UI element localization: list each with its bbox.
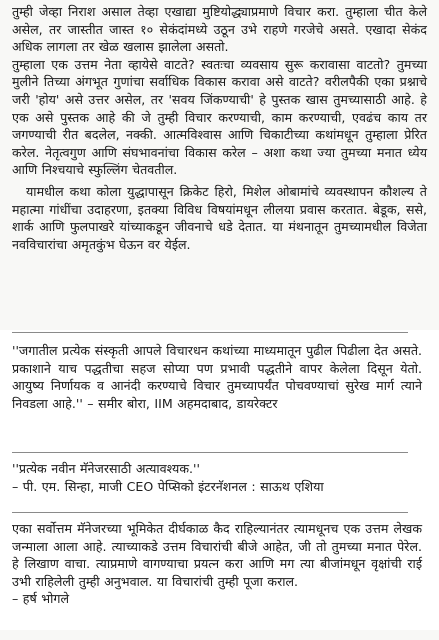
divider [12, 332, 408, 333]
testimonial-2-author: – पी. एम. सिन्हा, माजी CEO पेप्सिको इंटरनॅशनल : साऊथ एशिया [12, 478, 324, 494]
testimonial-3-text: एका सर्वोत्तम मॅनेजरच्या भूमिकेत दीर्घकाळ कैद राहिल्यानंतर त्यामधूनच एक उत्तम लेखक जन्माला आला आहे. त्याच्याकडे उत्तम विचारांची बीजे आहेत, जी तो तुमच्या मनात पेरेल. हे लिखाण वाचा. त्याप्रमाणे वागण्याचा प्रयत्न करा आणि मग त्या बीजांमधून वृक्षांची राई उभी राहिलेली तुम्ही अनुभवाल. या विचारांची तुम्ही पूजा कराल. [12, 521, 422, 589]
testimonial-1-author: – समीर बोरा, IIM अहमदाबाद, डायरेक्टर [82, 395, 278, 411]
testimonial-1-text: ''जगातील प्रत्येक संस्कृती आपले विचारधन कथांच्या माध्यमातून पुढील पिढीला देत असते. प्रकाशाने याच पद्धतीचा सहज सोप्या पण प्रभावी पद्धतीने वापर केलेला दिसून येतो. आयुष्य निर्णायक व आनंदी करण्याचे विचार तुमच्यापर्यंत पोचवण्याचां सुरेख मार्ग त्याने निवडला आहे.'' [12, 343, 422, 411]
testimonial-2 [12, 460, 422, 495]
testimonial-3-author: – हर्ष भोगले [12, 591, 70, 607]
divider [12, 452, 408, 453]
intro-paragraph-3: यामधील कथा कोला युद्धापासून क्रिकेट हिरो, मिशेल ओबामांचे व्यवस्थापन कौशल्य ते महात्मा गांधींचा उदाहरणा, इतक्या विविध विषयांमधून लीलया प्रवास करतात. बेडूक, ससे, शार्क आणि फुलपाखरे यांच्याकडून जीवनाचे धडे देतात. या मंथनातून तुमच्यामधील विजेता नवविचारांचा अमृतकुंभ घेऊन वर येईल. [12, 183, 427, 252]
testimonials-section [0, 330, 439, 630]
testimonial-2-text: ''प्रत्येक नवीन मॅनेजरसाठी अत्यावश्यक.'' [12, 461, 200, 476]
divider [12, 512, 408, 513]
intro-paragraph-1: तुम्ही जेव्हा निराश असाल तेव्हा एखाद्या मुष्टियोद्ध्याप्रमाणे विचार करा. तुम्हाला चीत केले असेल, तर जास्तीत जास्त १० सेकंदांमध्ये उठून उभे राहणे गरजेचे असते. एखादा सेकंद अधिक लागला तर खेळ खलास झालेला असतो. [12, 4, 427, 55]
testimonial-1 [12, 342, 422, 412]
testimonial-3 [12, 520, 422, 608]
intro-paragraph-2: तुम्हाला एक उत्तम नेता व्हायेसे वाटते? स्वतःचा व्यवसाय सुरू करावासा वाटतो? तुमच्या मुलीने तिच्या अंगभूत गुणांचा सर्वाधिक विकास करावा असे वाटते? वरीलपैकी एका प्रश्नाचे जरी 'होय' असे उत्तर असेल, तर 'सवय जिंकण्याची' हे पुस्तक खास तुमच्यासाठी आहे. हे एक असे पुस्तक आहे की जे तुम्ही विचार करण्याची, काम करण्याची, एवढंच काय तर जगण्याची रीत बदलेल, नक्की. आत्मविश्वास आणि चिकाटीच्या कथांमधून तुम्हाला प्रेरित करेल. नेतृत्वगुण आणि संघभावनांचा विकास करेल – अशा कथा ज्या तुमच्या मनात ध्येय आणि निश्चयाचे स्फुल्लिंग चेतवतील. [12, 56, 427, 178]
